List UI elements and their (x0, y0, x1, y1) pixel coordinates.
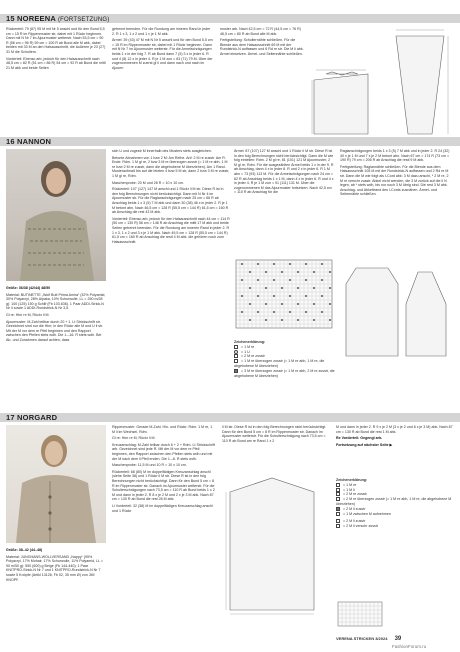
norgard-schematic (222, 468, 332, 618)
model-photo-norgard (6, 425, 106, 543)
body-piece (346, 268, 398, 356)
k3tog-icon (234, 369, 238, 373)
model-photo-nannon (6, 149, 106, 281)
p2tog-icon (336, 507, 340, 511)
nannon-legend: Zeichenerklärung: = 1 M re = 1 U = 2 M re zusstr = 1 M re überzogen zusstr (= 1 M re abh, 1 M re, die abgehobene M überziehen) = 3 M re überzogen zusstr (= 1 M re abh, 2 M re zusstr, die abgehobene M überziehen) (234, 340, 335, 378)
k2tog-icon (336, 492, 340, 496)
nannon-schematic (340, 264, 454, 364)
knit-stitch-icon (336, 483, 340, 487)
norgard-legend: Zeichenerklärung: = 1 M re = 1 M li = 2 M re zusstr = 2 M re überzogen zusstr (= 1 M re abh, 1 M re, die abgehobene M überziehen) = 2 M li zusstr = 1 M zwischen M aufnehmen = 2 M li zusstr = 2 M li verschr zusstr (336, 478, 452, 529)
p2tog-icon (336, 519, 340, 523)
section-header-noreena: 15 NOREENA (FORTSETZUNG) (0, 14, 460, 23)
nannon-knitting-chart (234, 258, 334, 338)
section-header-norgard: 17 NORGARD (0, 413, 460, 422)
section-header-nannon: 16 NANNON (0, 137, 460, 146)
norgard-knitting-chart (336, 600, 386, 630)
norgard-column-4: M und dann in jeder 2. R 9 x je 2 M (3 x je 2 und 6 x je 3 M) abk. Nach 87 cm = 130 R ab Bund die rest 1 M abk. Re Vorderteil: Gegengl arb. Fortsetzung auf nächster Seite ▶ (336, 425, 453, 447)
noreena-column-2: getrennt beenden. Für die Rundung am inneren Rand in jeder 2. R 1 x 3, 1 x 2 und 1 x je 1 M abk. Ärmel: 39 (43) 47 M mit N Nr 5 anschl und für den Bund 5,5 cm = 15 R im Rippenmuster str, dabei mit 1 Rückr beginnen. Dann mit N Nr 7 im Ajourmuster weiterstr. Für die Armelschrägungen beids 1 x in der folg 7. R ab Bund dann 7 (5) 3 x in jeder 6. R und 4 (8) 12 x in jeder 4. R je 1 M zun = 63 (71) 79 M. Über der zugenommenen M zuerst gl li und dann nach und nach im Ajourm (112, 27, 213, 70)
p2tog-tbl-icon (336, 524, 340, 528)
nannon-column-2: sich U und zugestr M innerhalb des Musters stets ausgleichen. Betonte Abnahmen von 1 bzw 2 M: Am Reihe. Anf: 2 M re zusstr. Am R. Ende: Rdm. 1 M gl re, 2 bzw 3 M re überzogen zusstr (= 1 M re abh, 1 M re bzw 2 M re zusstr, dann die abgehobene M überziehen). Am 1 Rand. Musteraufmaß bis auf die letzten 4 bzw 5 M str, dann 2 bzw 3 M re zusstr, 1 M gl re, Rdm. Maschenprobe: 20 M und 26 R = 10 x 10 cm. Rückenteil: 107 (127) 147 M anschl und 1 Rückr li M str. Diese R ist in den folg Berechnungen nicht berücksichtigt. Dann mit N Nr 4 im Ajourmuster str. Für die Raglanschrägungen nach 25 cm = 66 R ab Anschlag beids 1 x 3 (5) 7 M abk und dann 30 (38) 46 x in jeder 2. R je 1 M betont abn. Nach 46,5 cm = 128 R (55,5 cm = 144 R) 61,5 cm = 160 R ab Anschlag die rest 43 M abk. Vorderteil: Ebenso arb, jedoch für den Halsausschnitt nach 44 cm = 114 R (50 cm = 130 R) 56 cm = 146 R ab Anschlag die mittl 17 M abk und beide Seiten getrennt beenden. Für die Rundung am inneren Rand in jeder 2. R 1 x 3, 1 x 2 und 3 x je 1 M abk. Nach 49,5 cm = 128 R (55,5 cm = 144 R) 61,5 cm = 160 R ab Anschlag die restl 4 M abk. die gehören noch zum Halsausschnitt. (112, 149, 230, 244)
page-number: 39 (394, 636, 402, 642)
noreena-column-3: muster arb. Nach 42,5 cm = 72 R (44,5 cm = 76 R) 46,5 cm = 80 R ab Bund alle M abk. Fertigstellung: Schulternähte schließen. Für die Blende aus dem Halsausschnitt 69 M mit der Rundstrick-N auffassen und 6 Rd re str. Die M li abk. Ärmel einsetzen. Ärmel- und Seitennähte schließen. (220, 27, 304, 56)
yarn-over-icon (234, 350, 238, 354)
norgard-column-1: Größe: 38–42 (44–48) Material: JUNGHANS-WOLLVERSAND „Nappy“ (95% Polyacryl, 17% Mohair, 17% Schurwolle, 11% Polyamid, LL = 90 m/50 g): 550 (600) g Beige (Fb 144-440); 1 Paar KNITPRO-Strick-N Nr 7 und 1 KNITPRO-Rundstrick-N Nr 7 sowie 5 Knöpfe (Artikl 13126, Fb 02, 35 mm Ø) von JIM KNOPF. (6, 548, 103, 582)
nannon-column-3: Ärmel: 87 (107) 127 M anschl und 1 Rückr li M str. Diese R ist in den folg Berechnungen nicht berücksichtigt. Dann die M wie folg einteilen: Rdm. 2 M gl re, 81 (101) 121 M Ajourmuster, 2 M gl re, Rdm. Für die ausgezählten Ärmel beids 1 x in der 9. R ab Anschlag, dann 4 x in jeder 8. R und 2 x in jeder 6. R 1 M abn = 73 (93) 113 M. Für die Armelschrägungen nach 24 cm = 62 R ab Anschlag beids 1 x 1 M, dann 4 x in jeder 6. R und 4 x in jeder 4. R je 1 M zun = 91 (111) 131 M. Über die zugenommenen M das Ajourmuster fortsetzen. Nach 42,5 cm = 110 R ab Anschlag für die (234, 149, 334, 195)
sleeve-piece (396, 36, 444, 134)
section-title: 15 (6, 14, 15, 23)
norgard-column-3: li M str. Diese R ist in den folg Berechnungen nicht berücksichtigt. Dann für den Bund 5 cm = 8 R im Rippenmuster str. Danach im Ajourmuster weiterstr. Für die Schulterschrägung nach 73,5 cm = 110 R ab Bund am re Rand 1 x 2 (222, 425, 327, 443)
knit-stitch-icon (234, 345, 238, 349)
sleeve-piece (406, 272, 446, 356)
noreena-column-1: Rückenteil: 79 (87) 95 M mit Nr 5 anschl und für den Bund 5,5 cm = 15 R im Rippenmuster str, dabei mit 1 Rückr beginnen. Dann mit N Nr 7 im Ajourmuster weiterstr. Nach 53,5 cm = 90 R (56 cm = 96 R) 59 cm = 100 R ab Bund alle M abk, dabei beiden mit 33 M an den Halsausschnitt, die äußeren je 23 (27) 31 M die Schultern. Vorderteil: Ebenso arb, jedoch für den Halsausschnitt nach 48,5 cm = 82 R (51 cm = 86 R) 54 cm = 92 R ab Bund die mittl 21 M abk und beide Seiten (6, 27, 106, 70)
magazine-footer: VERENA STRICKEN 3/2024 39 (336, 636, 402, 642)
k2tog-icon (234, 354, 238, 358)
ssk-icon (336, 497, 340, 501)
purl-stitch-icon (336, 488, 340, 492)
body-piece (314, 74, 368, 134)
nannon-column-1: Größe: 36/38 (42/44) 48/50 Material: BUTINETTE „Wolf Butt Prima Amira“ (32% Polyamid, 30% Polyacryl, 28% Alpaka, 10% Schurwolle, LL = 250 m/28 g): 100 (125) 150 g Schilf (Fb 103.636). 1 Paar ADDI-Strick-N Nr 4 sowie 1 ADDI-Rundstrick-N Nr 3,5. Gl re: Hinr re M, Rückr li M. Ajourmuster: M-Zahl teilbar durch 20 + 1. Lt Strickschrift str. Gezeichnet sind nur die Hinr; in den Rückr alle M und U li str. Mit der M vor dem re Pfeil beginnen und den Rapport zwischen den Pfeilen stets wdh. Die 1.–16. R stets wdh. Bei Ab- und Zunahmen darauf achten, dass (6, 286, 106, 342)
norgard-column-2: Rippenmuster: Gerade M-Zahl. Hin- und Rückr: Rdm. 1 M re, 1 M li im Wechsel, Rdm. Gl re: Hinr re M, Rückr li M. Kreuzanschlag: M-Zahl teilbar durch 6 + 2 + Rdm. Lt Strickschrift arb. Gezeichnet sind jede R. Mit der M vor dem re Pfeil beginnen, den Rapport zwischen den Pfeilen stets wdh und mit der M nach dem li Pfeil enden. Die 1.–6. R stets wdh. Maschenprobe: 11,5 M und 10 R = 10 x 10 cm. Rückenteil: 68 (80) M im doppelfädigen Kreuzanschlag anschl (siehe Seite 38) und 1 Rückr li M str. Diese R ist in den folg Berechnungen nicht berücksichtigt. Dann für den Bund 5 cm = 8 R im Rippenmuster str. Danach im Ajourmuster weiterstr. Für die Schulterschrägungen nach 73,5 cm = 110 R ab Bund beids 1 x 2 M und dann in jeder 2. R 8 x je 2 M und 2 x je 3 M abk. Nach 87 cm = 130 R ab Bund die rest 28 M abk. Li Vorderteil: 32 (38) M im doppelfädigen Kreuzanschlag anschl und 1 Rückr (112, 425, 216, 513)
body-piece (230, 478, 314, 610)
make-one-icon (336, 512, 340, 516)
watermark: FashionForum.ru (392, 644, 427, 649)
nannon-column-4: Raglanschrägungen beids 1 x 3 (5) 7 M abk und in jeder 2. R 24 (32) 40 x je 1 M und 7 x je 2 M betont abn. Nach 67 cm = 174 R (73 cm = 190 R) 79 cm = 206 R ab Anschlag die restl 9 M abk. Fertigstellung: Raglannähte schließen. Für die Blende aus dem Halsausschnitt 105 M mit der Rundstrick-N auffassen und 2 Rd re M str. Dann die M wie folgt als I-Cord abk: 3 M dazu anschl, * 2 M re, 2 M re verschr zusstr. Abkel nicht wenden, die 3 M zurück auf die li N legen, ab * stets wdh, bis nur noch 3 M übrig sind. Die rest 3 M abk. Anschlag- und Abkettrand des I-Cords zusnähen. Ärmel- und Seitennähte schließen. (340, 149, 450, 197)
noreena-schematic (308, 22, 454, 140)
ssk-icon (234, 359, 238, 363)
